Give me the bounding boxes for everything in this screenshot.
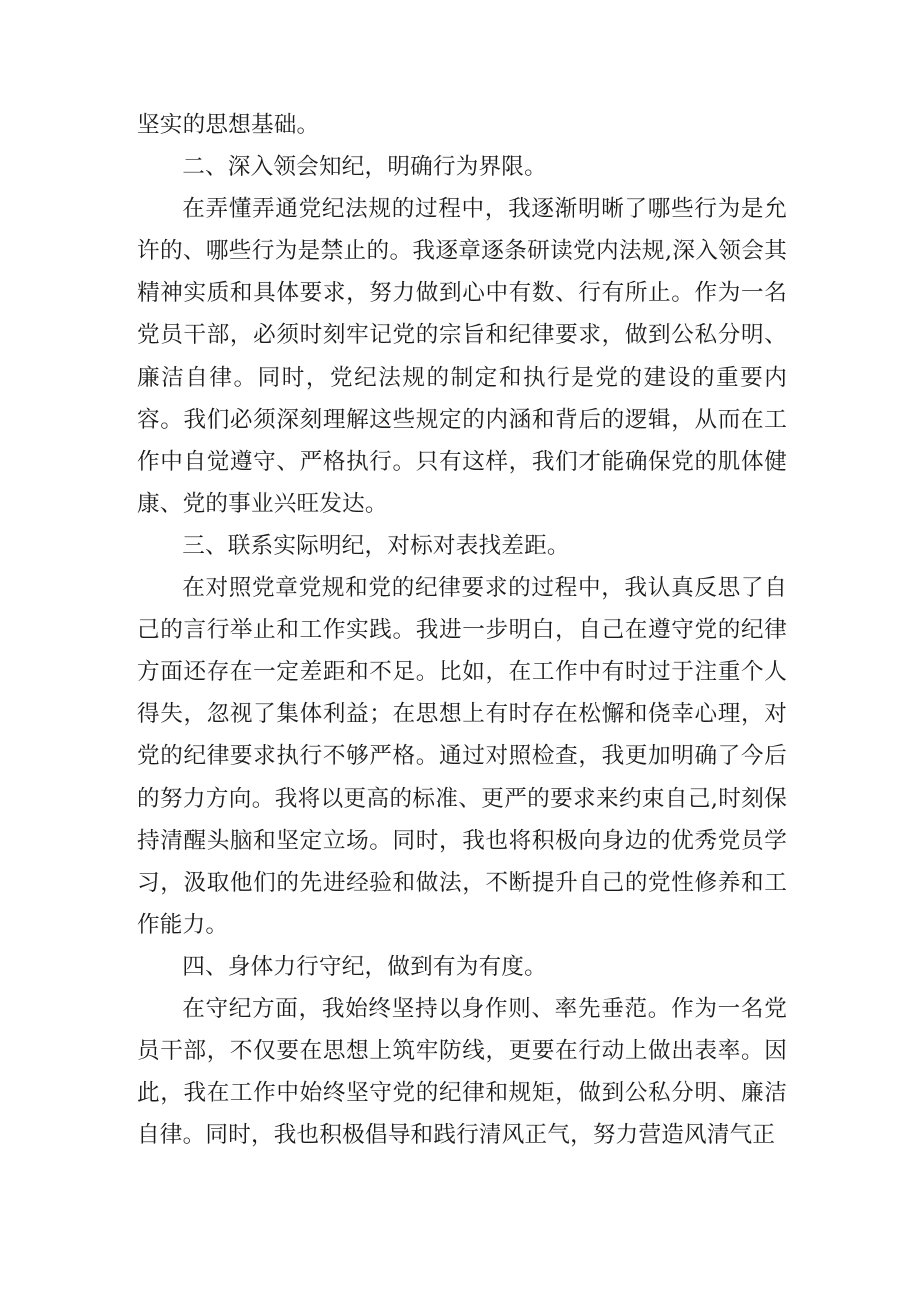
paragraph-section-4: 在守纪方面，我始终坚持以身作则、率先垂范。作为一名党员干部，不仅要在思想上筑牢防线，更要在行动上做出表率。因此，我在工作中始终坚守党的纪律和规矩，做到公私分明、廉洁自律。同时，我也积极倡导和践行清风正气，努力营造风清气正 [137,995,787,1149]
section-heading-4: 四、身体力行守纪，做到有为有度。 [182,953,547,980]
section-heading-2: 二、深入领会知纪，明确行为界限。 [182,154,547,181]
paragraph-section-3: 在对照党章党规和党的纪律要求的过程中，我认真反思了自己的言行举止和工作实践。我进一步明白，自己在遵守党的纪律方面还存在一定差距和不足。比如，在工作中有时过于注重个人得失，忽视了集体利益；在思想上有时存在松懈和侥幸心理，对党的纪律要求执行不够严格。通过对照检查，我更加明确了今后的努力方向。我将以更高的标准、更严的要求来约束自己,时刻保持清醒头脑和坚定立场。同时，我也将积极向身边的优秀党员学习，汲取他们的先进经验和做法，不断提升自己的党性修养和工作能力。 [137,575,787,938]
document-body [137,104,787,1156]
section-heading-3: 三、联系实际明纪，对标对表找差距。 [182,532,570,559]
paragraph-section-2: 在弄懂弄通党纪法规的过程中，我逐渐明晰了哪些行为是允许的、哪些行为是禁止的。我逐章逐条研读党内法规,深入领会其精神实质和具体要求，努力做到心中有数、行有所止。作为一名党员干部，必须时刻牢记党的宗旨和纪律要求，做到公私分明、廉洁自律。同时，党纪法规的制定和执行是党的建设的重要内容。我们必须深刻理解这些规定的内涵和背后的逻辑，从而在工作中自觉遵守、严格执行。只有这样，我们才能确保党的肌体健康、党的事业兴旺发达。 [137,196,787,517]
paragraph-continuation: 坚实的思想基础。 [137,112,320,138]
